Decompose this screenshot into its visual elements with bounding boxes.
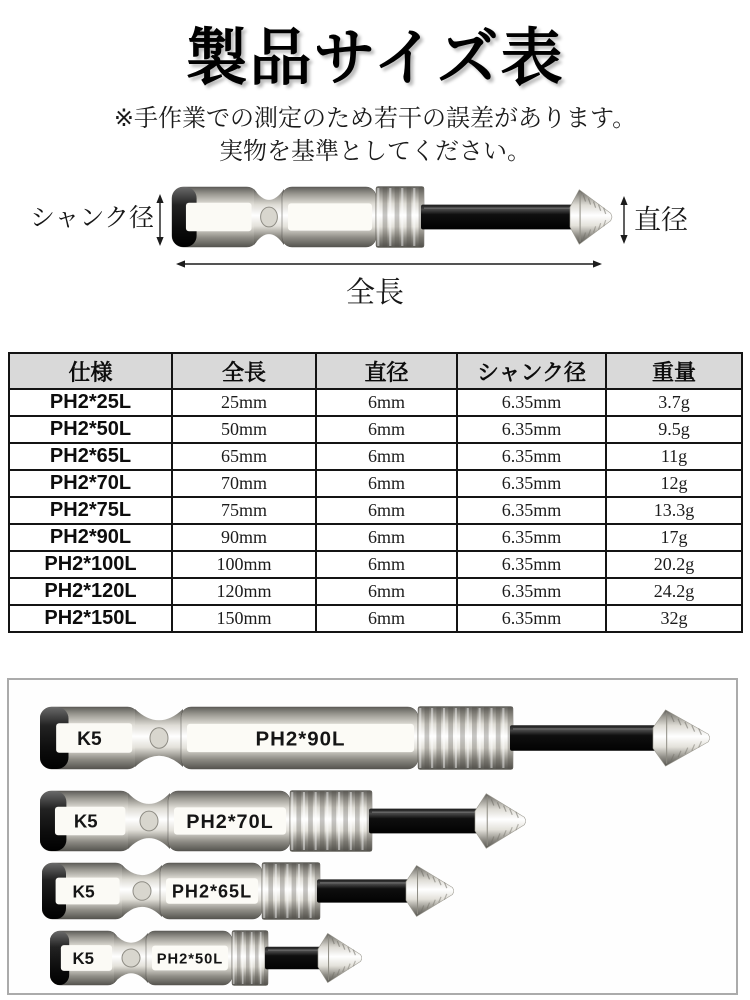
spec-cell: PH2*100L: [9, 551, 172, 578]
value-cell: 75mm: [172, 497, 316, 524]
page-title: 製品サイズ表: [185, 24, 565, 93]
spec-cell: PH2*70L: [9, 470, 172, 497]
value-cell: 6mm: [316, 443, 457, 470]
column-header: 仕様: [9, 353, 172, 389]
diagram-bit-image: [172, 187, 612, 248]
overall-length-label: 全長: [345, 277, 404, 309]
bit-photo-ph2x90l: [40, 706, 710, 770]
bit-model-label: PH2*70L: [186, 811, 274, 834]
column-header: 重量: [606, 353, 742, 389]
value-cell: 20.2g: [606, 551, 742, 578]
value-cell: 70mm: [172, 470, 316, 497]
value-cell: 11g: [606, 443, 742, 470]
value-cell: 6.35mm: [457, 524, 606, 551]
table-header-row: [9, 353, 742, 389]
spec-cell: PH2*120L: [9, 578, 172, 605]
column-header: シャンク径: [457, 353, 606, 389]
value-cell: 50mm: [172, 416, 316, 443]
spec-cell: PH2*65L: [9, 443, 172, 470]
value-cell: 6.35mm: [457, 389, 606, 416]
value-cell: 24.2g: [606, 578, 742, 605]
table-row: [9, 578, 742, 605]
tip-diameter-arrow: [620, 196, 627, 244]
value-cell: 12g: [606, 470, 742, 497]
value-cell: 6mm: [316, 389, 457, 416]
value-cell: 6mm: [316, 470, 457, 497]
table-row: [9, 524, 742, 551]
spec-cell: PH2*50L: [9, 416, 172, 443]
bit-shank-mark: K5: [72, 881, 95, 902]
value-cell: 13.3g: [606, 497, 742, 524]
value-cell: 17g: [606, 524, 742, 551]
shank-diameter-label: シャンク径: [29, 204, 154, 232]
shank-diameter-arrow: [156, 194, 163, 246]
table-row: [9, 551, 742, 578]
table-row: [9, 497, 742, 524]
table-row: [9, 389, 742, 416]
value-cell: 3.7g: [606, 389, 742, 416]
spec-cell: PH2*75L: [9, 497, 172, 524]
value-cell: 6.35mm: [457, 416, 606, 443]
spec-cell: PH2*25L: [9, 389, 172, 416]
table-row: [9, 416, 742, 443]
table-row: [9, 443, 742, 470]
value-cell: 65mm: [172, 443, 316, 470]
bit-model-label: PH2*65L: [171, 881, 253, 902]
value-cell: 9.5g: [606, 416, 742, 443]
bit-photo-ph2x65l: [42, 862, 454, 920]
bit-model-label: PH2*50L: [156, 951, 224, 968]
value-cell: 32g: [606, 605, 742, 632]
bit-shank-mark: K5: [73, 810, 98, 832]
dimension-diagram: [0, 176, 750, 316]
value-cell: 6mm: [316, 497, 457, 524]
value-cell: 6mm: [316, 605, 457, 632]
value-cell: 120mm: [172, 578, 316, 605]
spec-cell: PH2*90L: [9, 524, 172, 551]
measurement-note: [0, 102, 750, 168]
value-cell: 6mm: [316, 524, 457, 551]
value-cell: 6.35mm: [457, 443, 606, 470]
bit-shank-mark: K5: [77, 728, 102, 750]
value-cell: 6.35mm: [457, 578, 606, 605]
table-row: [9, 605, 742, 632]
value-cell: 6mm: [316, 416, 457, 443]
column-header: 全長: [172, 353, 316, 389]
size-table: [8, 352, 743, 633]
value-cell: 100mm: [172, 551, 316, 578]
bit-photo-ph2x50l: [50, 930, 362, 986]
value-cell: 6.35mm: [457, 470, 606, 497]
value-cell: 6mm: [316, 551, 457, 578]
column-header: 直径: [316, 353, 457, 389]
value-cell: 90mm: [172, 524, 316, 551]
bit-photo-ph2x70l: [40, 790, 526, 852]
bit-model-label: PH2*90L: [255, 727, 346, 751]
value-cell: 6.35mm: [457, 497, 606, 524]
bit-shank-mark: K5: [72, 949, 95, 969]
value-cell: 6.35mm: [457, 551, 606, 578]
value-cell: 6mm: [316, 578, 457, 605]
value-cell: 150mm: [172, 605, 316, 632]
value-cell: 25mm: [172, 389, 316, 416]
spec-cell: PH2*150L: [9, 605, 172, 632]
table-row: [9, 470, 742, 497]
note-line-2: 実物を基準としてください。: [219, 138, 531, 165]
value-cell: 6.35mm: [457, 605, 606, 632]
overall-length-arrow: [176, 260, 602, 267]
diameter-label: 直径: [634, 205, 688, 235]
note-line-1: ※手作業での測定のため若干の誤差があります。: [113, 105, 637, 132]
